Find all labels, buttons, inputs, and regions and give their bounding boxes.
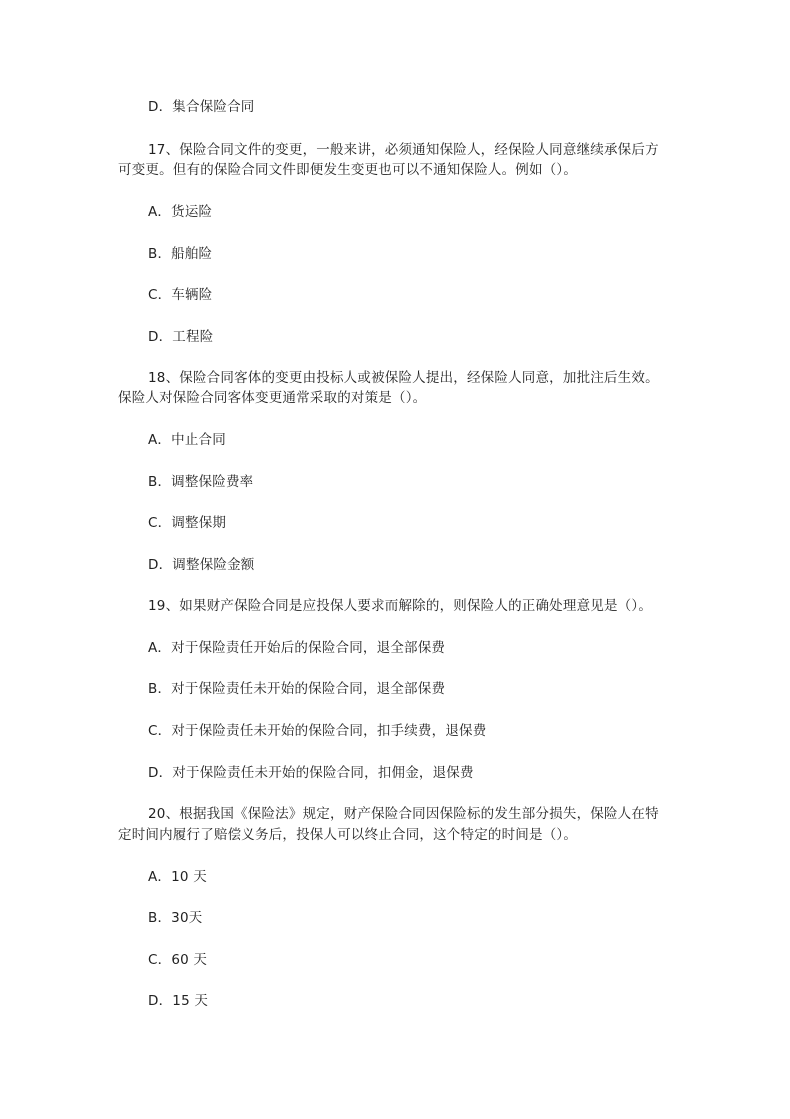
option-20-d: D．15 天 — [148, 993, 209, 1009]
question-20-line-2: 定时间内履行了赔偿义务后，投保人可以终止合同，这个特定的时间是（）。 — [118, 827, 578, 843]
option-20-c: C．60 天 — [148, 952, 208, 968]
question-18-line-2: 保险人对保险合同客体变更通常采取的对策是（）。 — [118, 390, 427, 406]
option-18-d: D．调整保险金额 — [148, 557, 255, 573]
option-17-a: A．货运险 — [148, 204, 213, 220]
option-19-a: A．对于保险责任开始后的保险合同，退全部保费 — [148, 640, 446, 656]
option-17-d: D．工程险 — [148, 329, 214, 345]
option-20-b: B．30天 — [148, 910, 203, 926]
option-18-c: C．调整保期 — [148, 515, 227, 531]
option-18-b: B．调整保险费率 — [148, 474, 254, 490]
option-19-c: C．对于保险责任未开始的保险合同，扣手续费，退保费 — [148, 723, 487, 739]
question-17-line-1: 17、保险合同文件的变更，一般来讲，必须通知保险人，经保险人同意继续承保后方 — [148, 142, 659, 158]
option-18-a: A．中止合同 — [148, 432, 226, 448]
question-20-line-1: 20、根据我国《保险法》规定，财产保险合同因保险标的发生部分损失，保险人在特 — [148, 806, 659, 822]
option-19-b: B．对于保险责任未开始的保险合同，退全部保费 — [148, 681, 446, 697]
question-18-line-1: 18、保险合同客体的变更由投标人或被保险人提出，经保险人同意，加批注后生效。 — [148, 370, 659, 386]
question-19-line-1: 19、如果财产保险合同是应投保人要求而解除的，则保险人的正确处理意见是（）。 — [148, 598, 653, 614]
option-17-b: B．船舶险 — [148, 246, 213, 262]
option-16-d: D．集合保险合同 — [148, 99, 255, 115]
option-20-a: A．10 天 — [148, 869, 207, 885]
option-19-d: D．对于保险责任未开始的保险合同，扣佣金，退保费 — [148, 765, 474, 781]
question-17-line-2: 可变更。但有的保险合同文件即便发生变更也可以不通知保险人。例如（）。 — [118, 162, 578, 178]
option-17-c: C．车辆险 — [148, 287, 213, 303]
